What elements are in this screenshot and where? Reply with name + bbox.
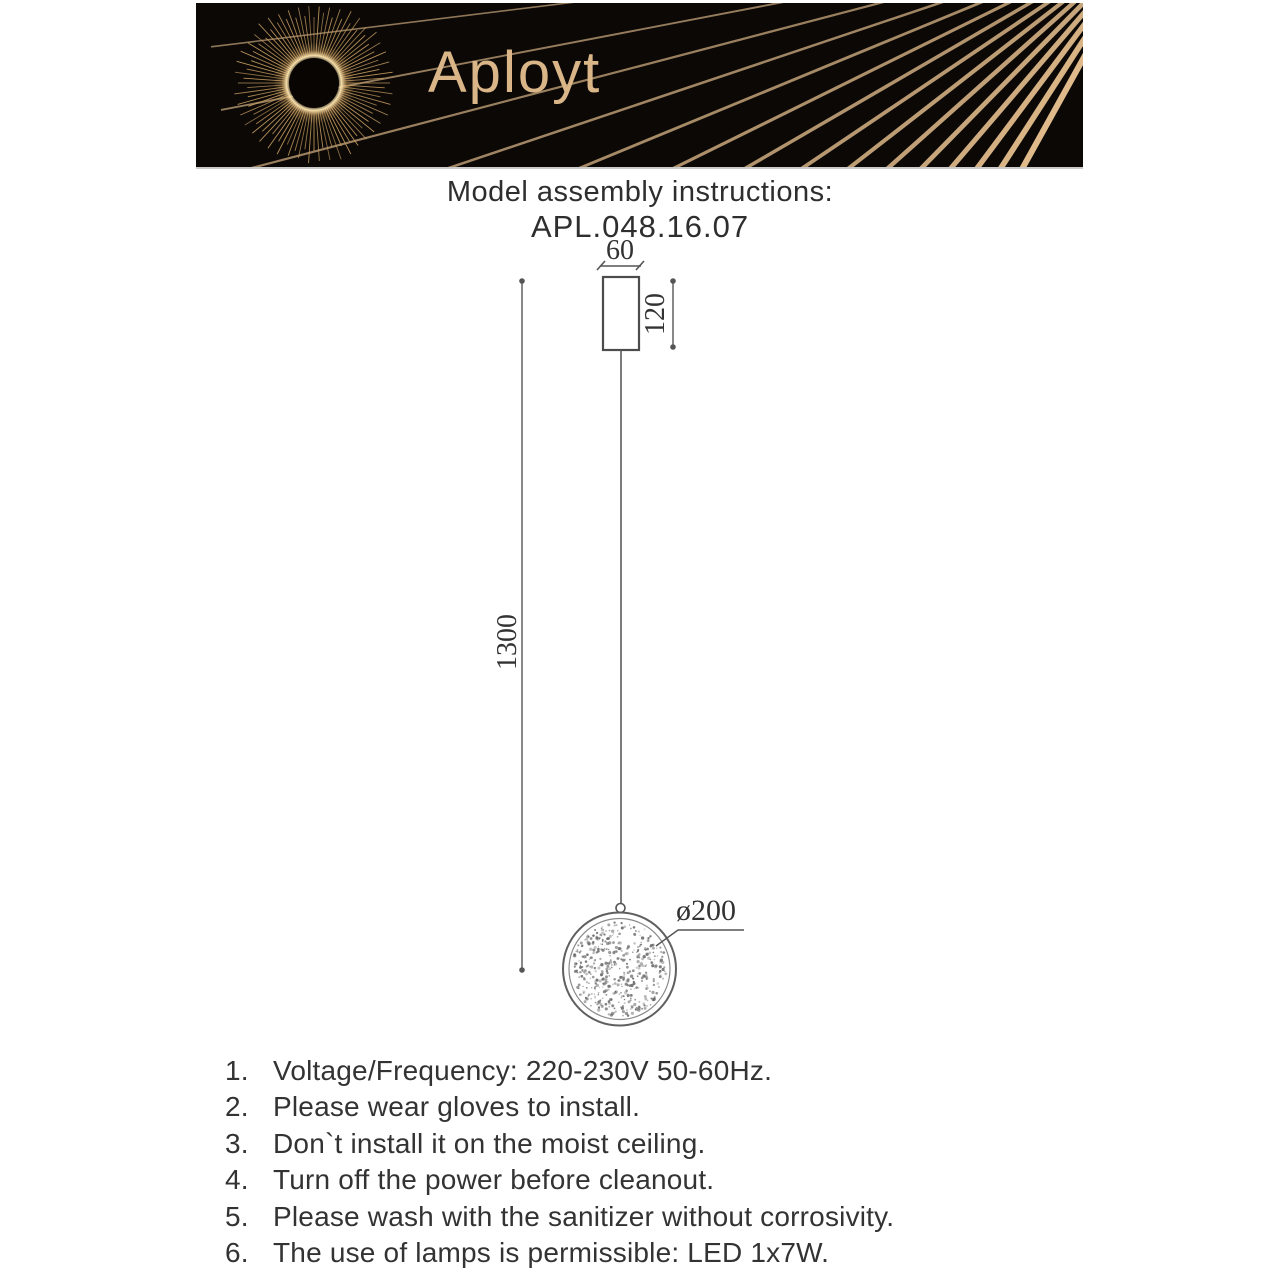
instruction-number: 3. [225, 1127, 249, 1159]
instruction-number: 5. [225, 1200, 249, 1232]
instruction-text: Please wear gloves to install. [273, 1091, 641, 1123]
brand-name: Aployt [428, 40, 602, 105]
instruction-list [225, 1053, 1085, 1271]
instruction-text: Turn off the power before cleanout. [273, 1164, 715, 1196]
instruction-number: 2. [225, 1091, 249, 1123]
brand-banner [196, 3, 1083, 167]
instruction-item [225, 1053, 1085, 1089]
instruction-item [225, 1235, 1085, 1271]
shade-shape [563, 913, 676, 1026]
model-number: APL.048.16.07 [530, 209, 750, 244]
dim-canopy-width: 60 [606, 235, 634, 266]
instruction-text: Please wash with the sanitizer without corrosivity. [273, 1200, 895, 1232]
instruction-item [225, 1089, 1085, 1125]
instruction-text: Voltage/Frequency: 220-230V 50-60Hz. [273, 1055, 773, 1086]
canopy-shape [603, 277, 639, 350]
instruction-item [225, 1162, 1085, 1198]
instruction-item [225, 1199, 1085, 1235]
dim-canopy-height: 120 [640, 293, 671, 335]
dim-shade-diameter: ø200 [676, 894, 736, 927]
instruction-number: 4. [225, 1164, 249, 1196]
instruction-text: Don`t install it on the moist ceiling. [273, 1127, 706, 1159]
page-title: Model assembly instructions: [446, 176, 834, 208]
dim-cable-length: 1300 [492, 614, 523, 670]
connector-ring-shape [616, 904, 625, 913]
instruction-text: The use of lamps is permissible: LED 1x7W. [273, 1237, 830, 1269]
instruction-item [225, 1126, 1085, 1162]
shade-texture [573, 921, 667, 1016]
instruction-number: 1. [225, 1055, 249, 1086]
starburst-logo-icon [226, 3, 402, 167]
instruction-number: 6. [225, 1237, 249, 1269]
